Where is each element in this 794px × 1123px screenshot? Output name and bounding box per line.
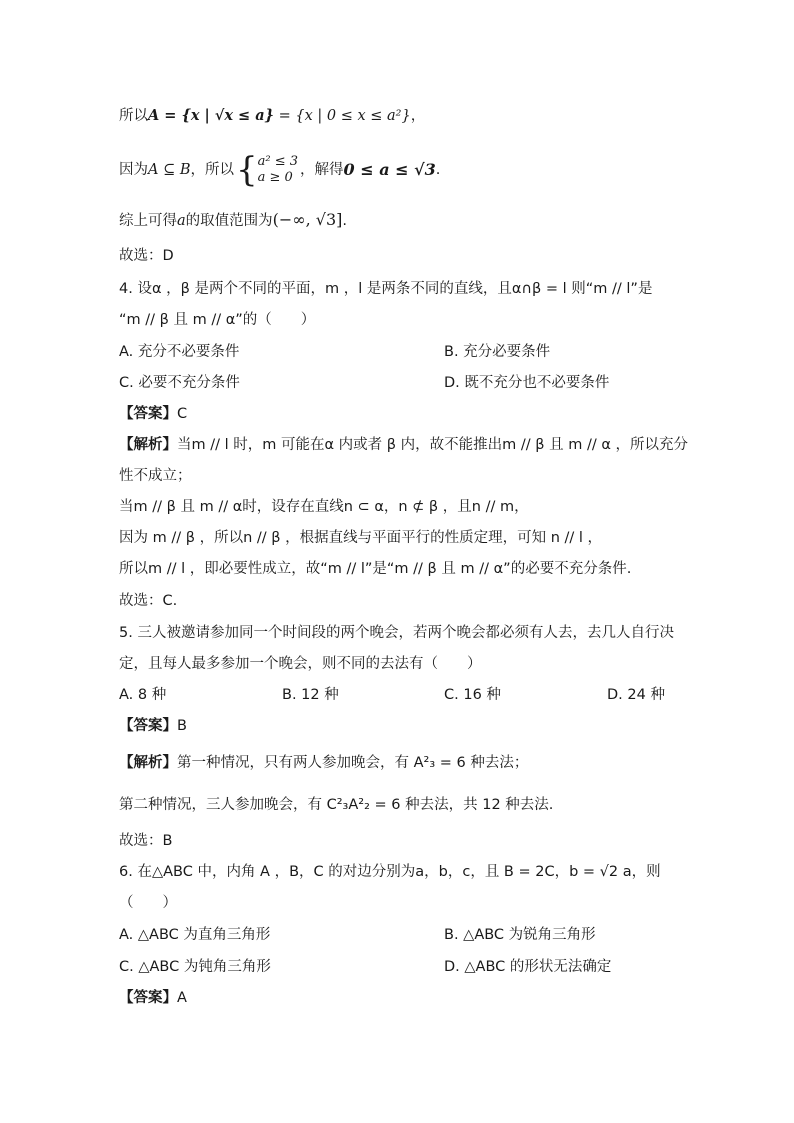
q5-analysis-line-1 — [119, 753, 528, 773]
q5-stem-line-2: 定，且每人最多参加一个晚会，则不同的去法有（ ） — [119, 656, 482, 672]
q5-analysis-line-3: 故选：B — [119, 833, 173, 849]
q4-analysis-line-3: 当m // β 且 m // α时，设存在直线n ⊂ α，n ⊄ β ，且n // m， — [119, 499, 529, 515]
q6-option-a: A. △ABC 为直角三角形 — [119, 927, 271, 943]
text-range-of: 的取值范围为 — [185, 213, 273, 229]
q5-option-b: B. 12 种 — [282, 687, 339, 703]
system-rows — [258, 154, 298, 186]
variable-a: a — [177, 213, 186, 229]
solution-line-set-a — [119, 106, 425, 126]
subset-relation: A ⊆ B — [148, 162, 191, 178]
q4-option-d: D. 既不充分也不必要条件 — [444, 375, 610, 391]
inequality-system — [236, 150, 299, 190]
period: . — [342, 213, 348, 229]
q5-answer — [119, 716, 187, 736]
equals: = — [273, 108, 296, 124]
answer-label: 【答案】 — [119, 718, 177, 734]
q4-option-c: C. 必要不充分条件 — [119, 375, 240, 391]
q4-analysis-line-4: 因为 m // β ，所以n // β ，根据直线与平面平行的性质定理，可知 n // l ， — [119, 530, 603, 546]
q6-stem-line-1: 6. 在△ABC 中，内角 A ，B，C 的对边分别为a，b，c，且 B = 2C，b = √2 a，则 — [119, 864, 661, 880]
solution-result: 0 ≤ a ≤ √3 — [343, 160, 436, 179]
analysis-label: 【解析】 — [119, 437, 177, 453]
analysis-text: 第一种情况，只有两人参加晚会，有 A²₃ = 6 种去法； — [177, 755, 529, 771]
q5-option-d: D. 24 种 — [607, 687, 665, 703]
text-because: 因为 — [119, 162, 148, 178]
text-so: 所以 — [119, 108, 148, 124]
analysis-label: 【解析】 — [119, 755, 177, 771]
solution-line-range — [119, 210, 347, 231]
set-a-simplified: {x | 0 ≤ x ≤ a²} — [295, 108, 411, 124]
period: . — [435, 162, 441, 178]
q5-option-c: C. 16 种 — [444, 687, 501, 703]
q4-analysis-line-2: 性不成立； — [119, 468, 192, 484]
q4-answer — [119, 404, 187, 424]
q4-analysis-line-5: 所以m // l ，即必要性成立，故“m // l”是“m // β 且 m // α”的必要不充分条件. — [119, 561, 632, 577]
q6-option-c: C. △ABC 为钝角三角形 — [119, 959, 271, 975]
text-solve: ，解得 — [300, 162, 344, 178]
q6-option-d: D. △ABC 的形状无法确定 — [444, 959, 612, 975]
answer-value: A — [177, 990, 187, 1006]
q4-analysis-line-6: 故选：C. — [119, 593, 178, 609]
system-row-1: a² ≤ 3 — [257, 154, 299, 169]
answer-choice-line: 故选：D — [119, 248, 174, 264]
answer-label: 【答案】 — [119, 990, 177, 1006]
q6-stem-line-2: （ ） — [119, 895, 177, 911]
text-conclusion: 综上可得 — [119, 213, 177, 229]
q5-stem-line-1: 5. 三人被邀请参加同一个时间段的两个晚会，若两个晚会都必须有人去，去几人自行决 — [119, 625, 674, 641]
solution-line-subset — [119, 150, 440, 190]
q4-analysis-line-1 — [119, 435, 688, 455]
q4-stem-line-2: “m // β 且 m // α”的（ ） — [119, 312, 316, 328]
q5-analysis-line-2: 第二种情况，三人参加晚会，有 C²₃A²₂ = 6 种去法，共 12 种去法. — [119, 797, 554, 813]
q5-option-a: A. 8 种 — [119, 687, 167, 703]
system-row-2: a ≥ 0 — [257, 170, 293, 185]
analysis-text: 当m // l 时，m 可能在α 内或者 β 内，故不能推出m // β 且 m // α ，所以充分 — [177, 437, 688, 453]
q6-answer — [119, 988, 187, 1008]
answer-value: C — [177, 406, 188, 422]
q6-option-b: B. △ABC 为锐角三角形 — [444, 927, 596, 943]
range-value: (−∞, √3] — [272, 210, 343, 229]
left-brace: { — [236, 150, 258, 190]
text-therefore: ，所以 — [190, 162, 234, 178]
comma: ， — [410, 108, 426, 124]
answer-value: B — [177, 718, 187, 734]
q4-stem-line-1: 4. 设α ，β 是两个不同的平面，m ，l 是两条不同的直线，且α∩β = l 则“m // l”是 — [119, 281, 653, 297]
q4-option-a: A. 充分不必要条件 — [119, 344, 240, 360]
q4-option-b: B. 充分必要条件 — [444, 344, 551, 360]
answer-label: 【答案】 — [119, 406, 177, 422]
set-a-expression: A = {x | √x ≤ a} — [148, 107, 274, 124]
